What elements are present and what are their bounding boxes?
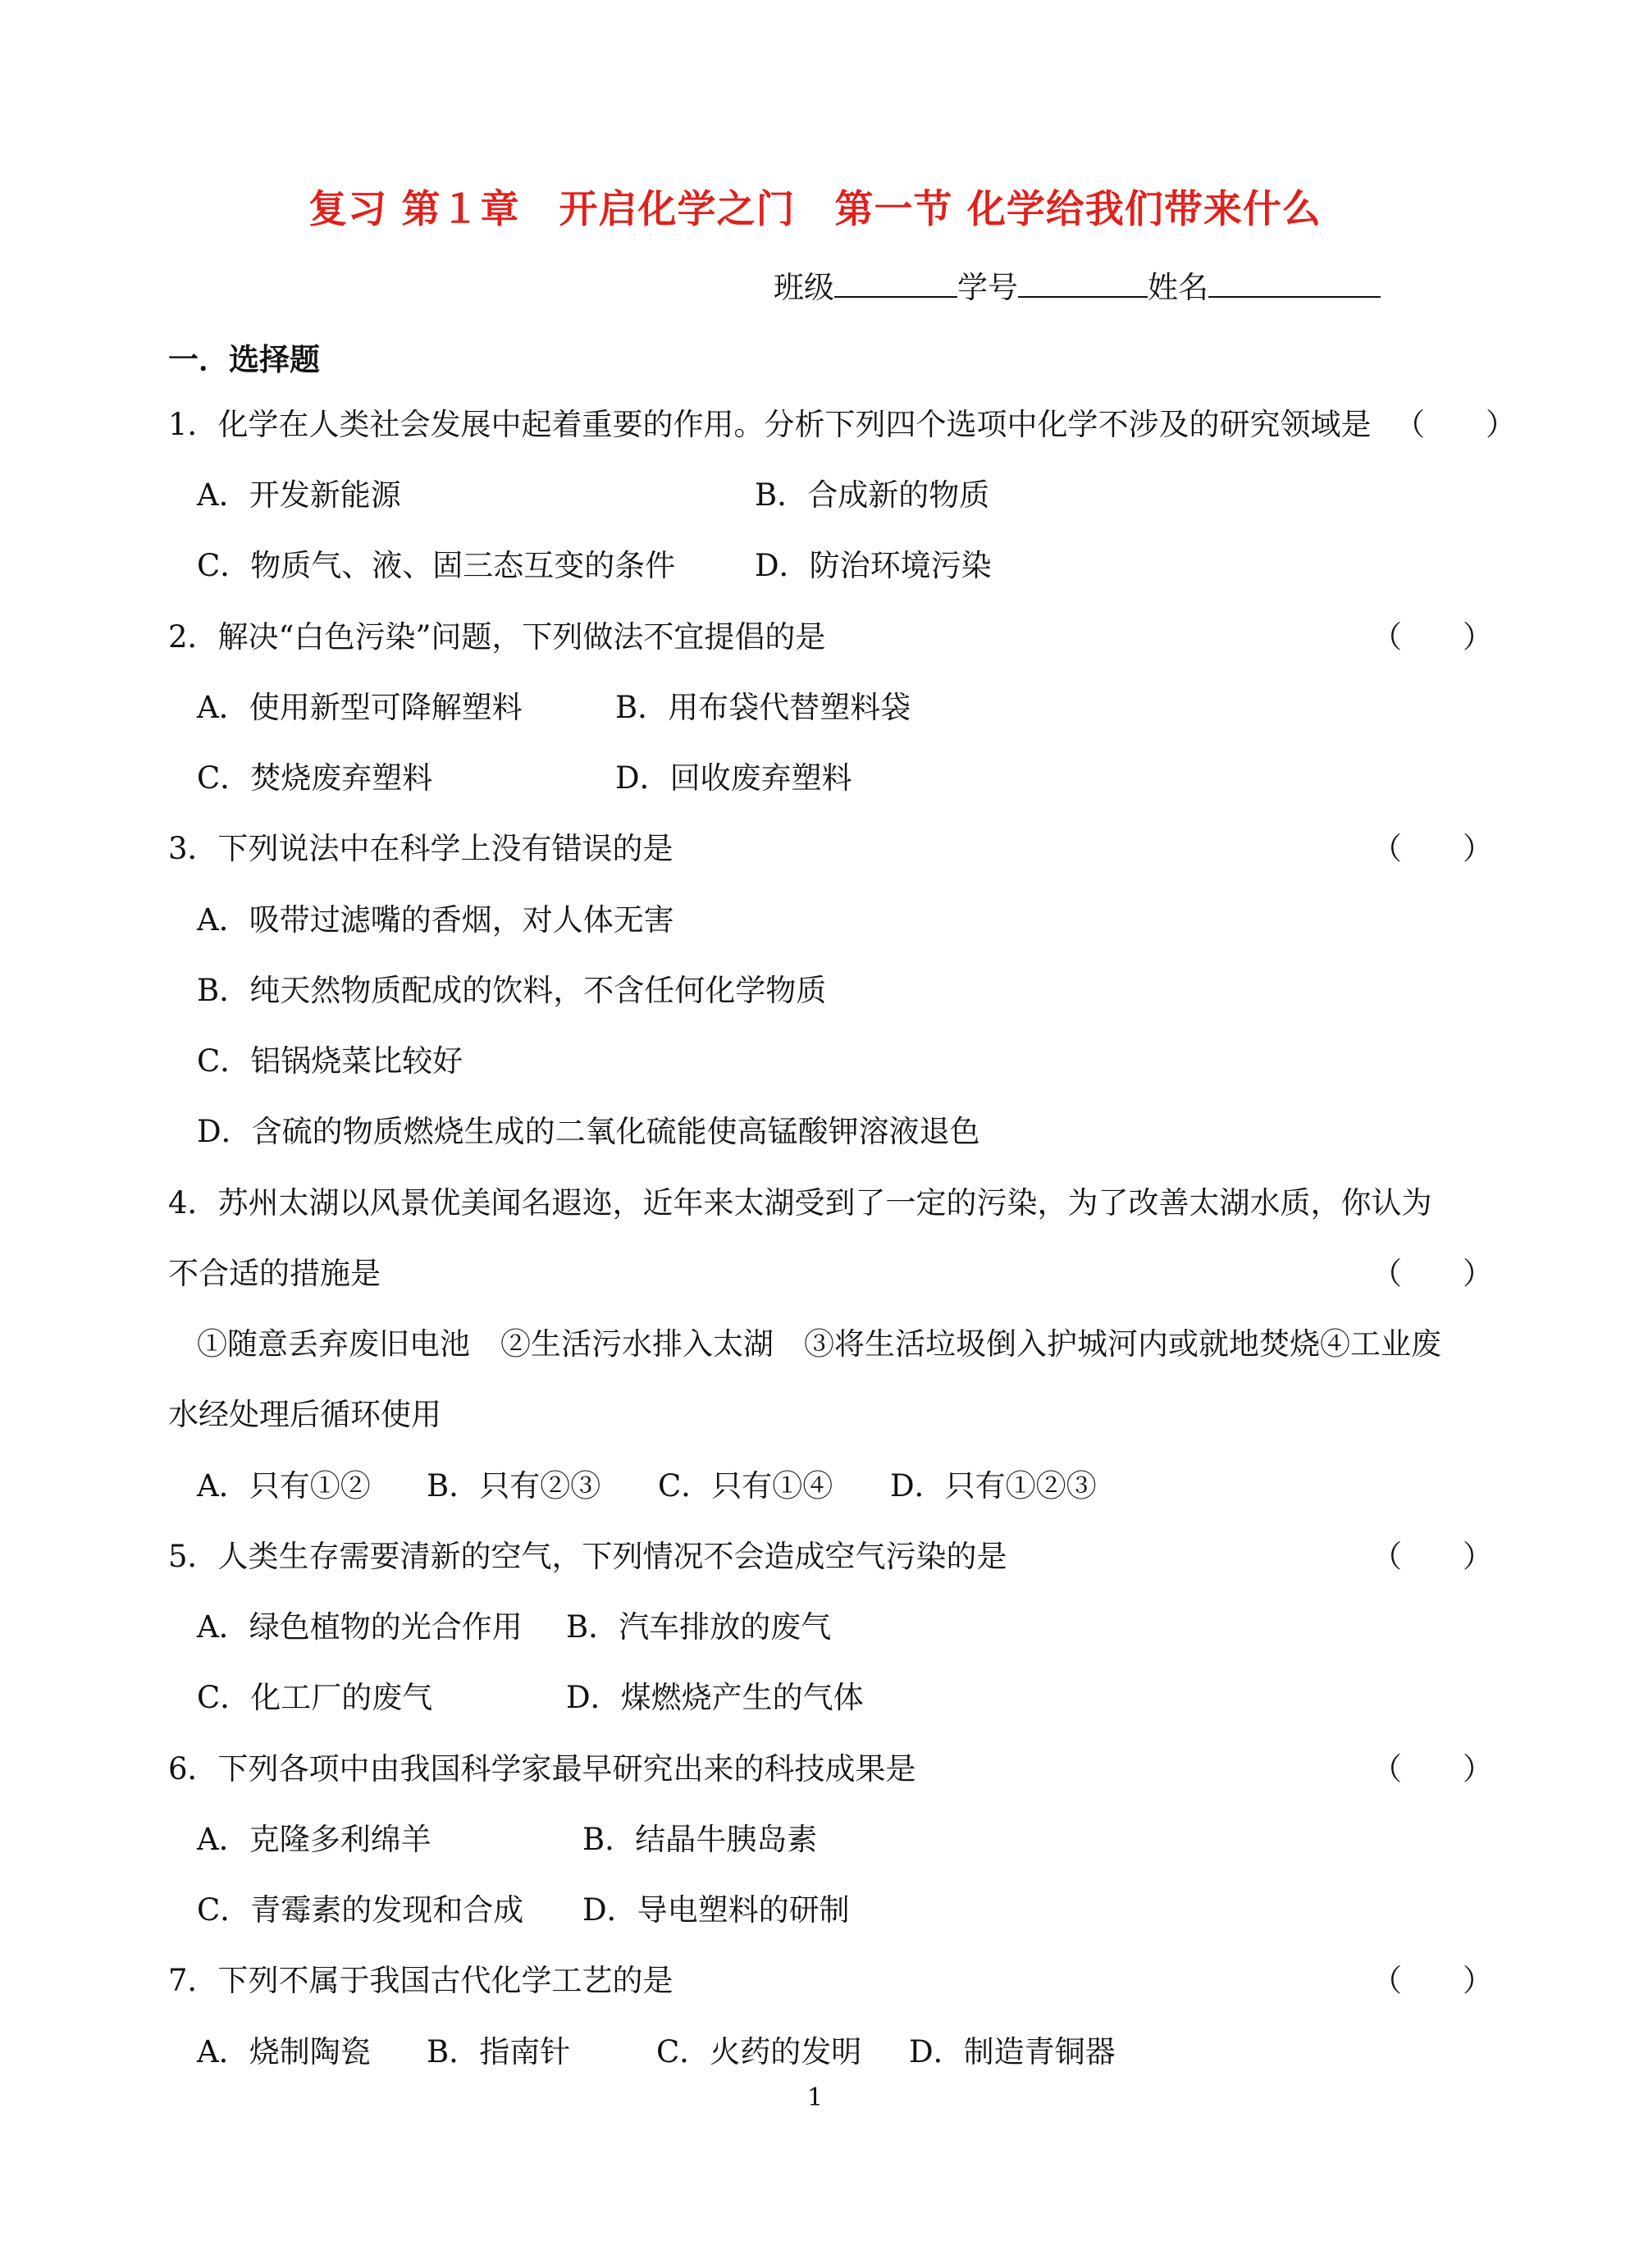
option-d: D．制造青铜器 [909,2034,1116,2069]
option-c: C．铝锅烧菜比较好 [197,1043,463,1079]
question-stem: 6．下列各项中由我国科学家最早研究出来的科技成果是 [168,1751,916,1787]
option-b: B．纯天然物质配成的饮料，不含任何化学物质 [197,973,827,1008]
option-a: A．吸带过滤嘴的香烟，对人体无害 [197,902,674,938]
question-stem: 3．下列说法中在科学上没有错误的是 [168,831,673,866]
option-d: D．回收废弃塑料 [615,760,852,796]
option-b: B．用布袋代替塑料袋 [615,690,911,725]
option-d: D．只有①②③ [890,1468,1097,1504]
option-d: D．防治环境污染 [755,548,992,583]
option-c: C．焚烧废弃塑料 [197,760,433,796]
question-stem: 7．下列不属于我国古代化学工艺的是 [168,1963,673,1998]
answer-bracket[interactable]: （ ） [1395,407,1516,442]
class-label: 班级 [774,270,834,305]
question-items-continued: 水经处理后循环使用 [168,1397,441,1432]
class-blank[interactable] [834,265,957,298]
page-number: 1 [806,2083,824,2112]
answer-bracket[interactable]: （ ） [1372,1256,1493,1291]
question-stem-continued: 不合适的措施是 [168,1256,381,1291]
option-a: A．绿色植物的光合作用 [197,1609,523,1645]
question-items: ①随意丢弃废旧电池 ②生活污水排入太湖 ③将生活垃圾倒入护城河内或就地焚烧④工业废 [197,1326,1441,1362]
section-heading: 一．选择题 [168,341,320,377]
option-a: A．开发新能源 [197,477,401,513]
option-a: A．烧制陶瓷 [197,2034,371,2069]
option-d: D．煤燃烧产生的气体 [566,1680,864,1715]
student-info-line [774,262,1381,307]
option-a: A．只有①② [197,1468,371,1504]
option-c: C．火药的发明 [656,2034,862,2069]
answer-bracket[interactable]: （ ） [1372,1539,1493,1574]
page-title: 复习 第１章 开启化学之门 第一节 化学给我们带来什么 [308,187,1322,232]
option-a: A．克隆多利绵羊 [197,1822,431,1857]
answer-bracket[interactable]: （ ） [1372,1751,1493,1787]
question-stem: 2．解决“白色污染”问题，下列做法不宜提倡的是 [168,619,826,655]
option-b: B．指南针 [427,2034,571,2069]
option-d: D．含硫的物质燃烧生成的二氧化硫能使高锰酸钾溶液退色 [197,1114,980,1149]
option-d: D．导电塑料的研制 [582,1892,850,1928]
question-stem: 4．苏州太湖以风景优美闻名遐迩，近年来太湖受到了一定的污染，为了改善太湖水质，你认为 [168,1185,1432,1221]
answer-bracket[interactable]: （ ） [1372,1963,1493,1998]
number-blank[interactable] [1018,265,1148,298]
option-c: C．物质气、液、固三态互变的条件 [197,548,676,583]
option-c: C．化工厂的废气 [197,1680,433,1715]
option-b: B．只有②③ [427,1468,601,1504]
question-stem: 1．化学在人类社会发展中起着重要的作用。分析下列四个选项中化学不涉及的研究领域是 [168,407,1372,442]
answer-bracket[interactable]: （ ） [1372,831,1493,866]
number-label: 学号 [957,270,1018,305]
option-b: B．结晶牛胰岛素 [582,1822,818,1857]
name-label: 姓名 [1148,270,1208,305]
answer-bracket[interactable]: （ ） [1372,619,1493,655]
option-b: B．合成新的物质 [755,477,990,513]
option-c: C．只有①④ [658,1468,833,1504]
option-b: B．汽车排放的废气 [566,1609,832,1645]
question-stem: 5．人类生存需要清新的空气，下列情况不会造成空气污染的是 [168,1539,1007,1574]
name-blank[interactable] [1208,265,1381,298]
option-c: C．青霉素的发现和合成 [197,1892,524,1928]
option-a: A．使用新型可降解塑料 [197,690,523,725]
